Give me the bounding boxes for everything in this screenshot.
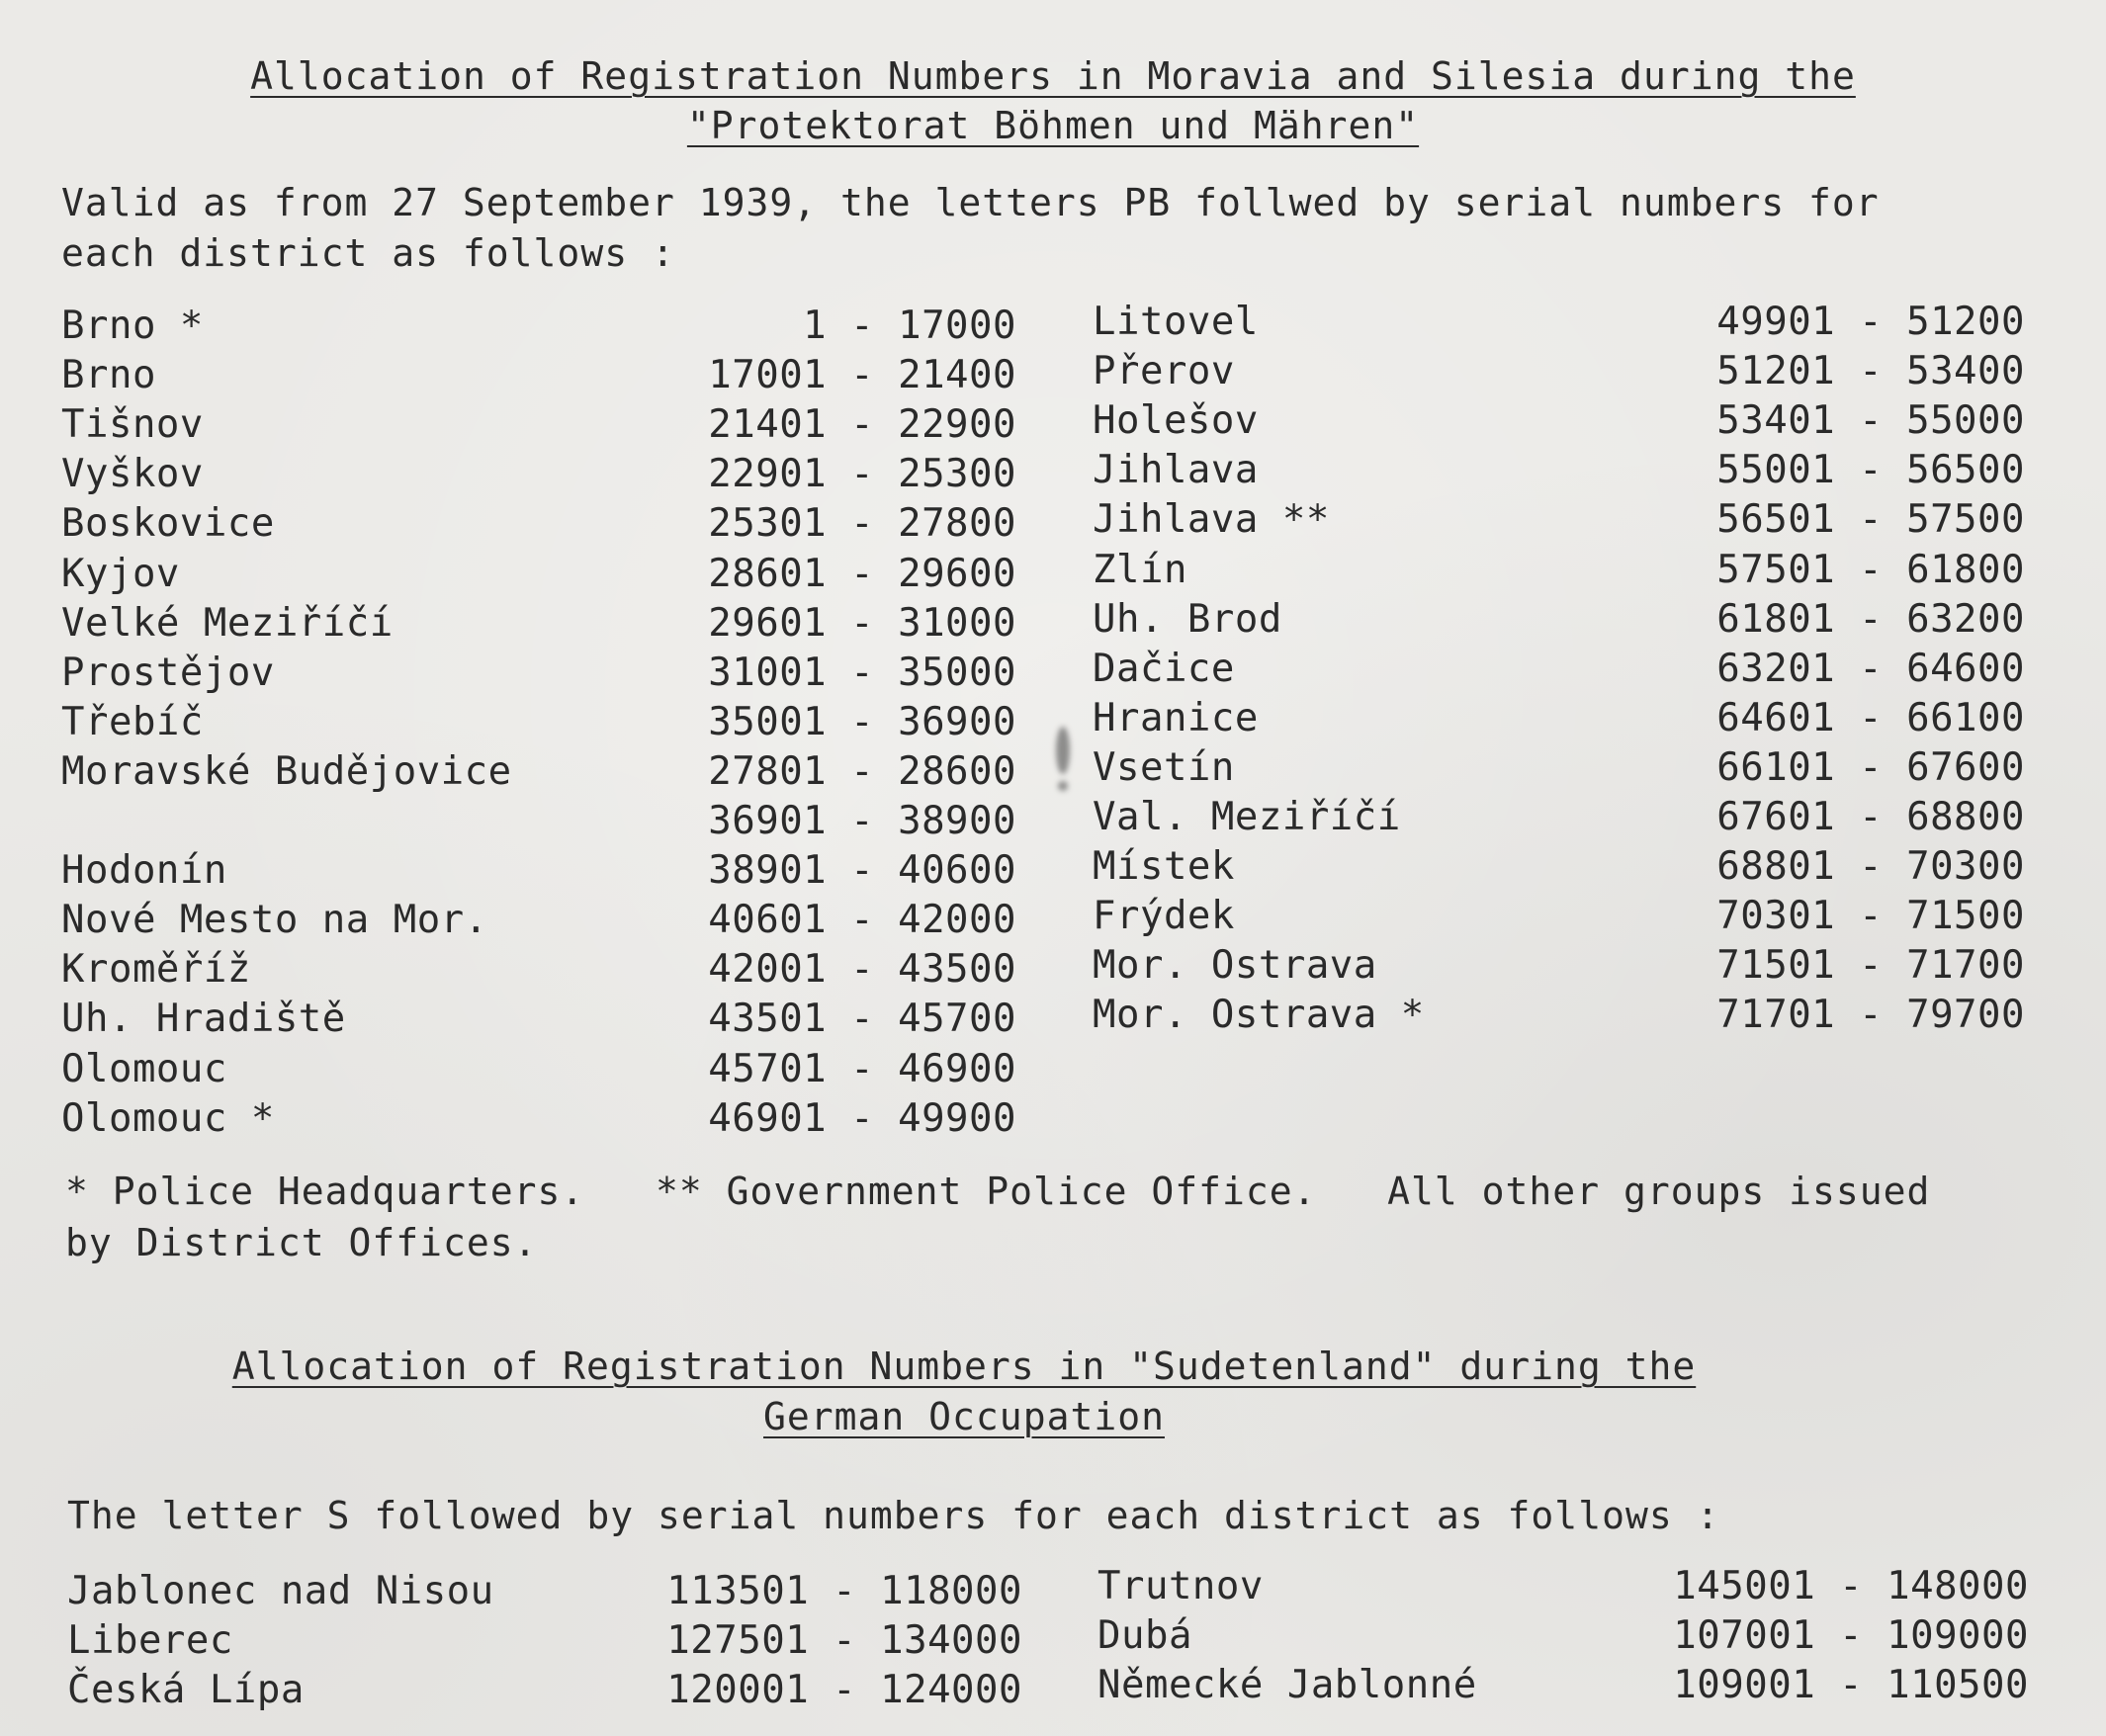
district-row [61,450,1016,499]
number-range: 70301 - 71500 [1716,894,2025,939]
number-range: 71701 - 79700 [1716,993,2025,1038]
district-name: Kyjov [61,551,180,596]
district-row [1097,1611,2029,1661]
number-range: 61801 - 63200 [1716,596,2025,642]
district-name: Zlín [1093,547,1187,592]
district-row [1097,1661,2029,1710]
number-range: 120001 - 124000 [666,1668,1022,1712]
district-row [1093,793,2025,842]
district-row [1093,842,2025,892]
district-name: Německé Jablonné [1097,1663,1477,1707]
district-name: Prostějov [61,650,275,695]
district-name: Val. Meziříčí [1093,795,1401,839]
number-range: 63201 - 64600 [1716,646,2025,691]
section2-title-line1 [0,1342,2017,1391]
district-name: Jablonec nad Nisou [67,1569,494,1613]
number-range: 67601 - 68800 [1716,795,2025,839]
district-row [61,1045,1016,1094]
number-range: 28601 - 29600 [708,551,1016,596]
number-range: 40601 - 42000 [708,898,1016,943]
district-row [1093,743,2025,793]
district-name: Místek [1093,844,1235,890]
number-range: 66101 - 67600 [1716,744,2025,790]
district-row [1093,446,2025,495]
district-name: Vsetín [1093,744,1235,790]
district-row [61,400,1016,450]
district-name: Dačice [1093,646,1235,691]
district-row [61,797,1016,846]
number-range: 109001 - 110500 [1673,1663,2029,1707]
district-name: Dubá [1097,1613,1192,1658]
number-range: 46901 - 49900 [708,1095,1016,1141]
number-range: 55001 - 56500 [1716,448,2025,493]
section2-intro: The letter S followed by serial numbers for each district as follows : [67,1494,1720,1537]
district-row [67,1616,1022,1666]
district-row [1093,546,2025,595]
number-range: 1 - 17000 [803,304,1016,348]
district-name: Brno * [61,304,204,348]
number-range: 38901 - 40600 [708,848,1016,894]
number-range: 25301 - 27800 [708,501,1016,547]
district-name: Uh. Brod [1093,596,1282,642]
section1-intro-line2: each district as follows : [61,231,675,275]
section1-title-text: Allocation of Registration Numbers in Moravia and Silesia during the [250,54,1856,98]
district-row [1093,298,2025,347]
district-row [61,649,1016,698]
section2-title-text: Allocation of Registration Numbers in "Sudetenland" during the [231,1345,1697,1388]
district-name: Holešov [1093,398,1259,444]
number-range: 56501 - 57500 [1716,497,2025,543]
district-name: Uh. Hradiště [61,997,346,1042]
district-name: Nové Mesto na Mor. [61,898,488,943]
district-row [1093,991,2025,1040]
district-row [61,302,1016,351]
district-row [1093,347,2025,396]
number-range: 107001 - 109000 [1673,1613,2029,1658]
section2-title-line2 [0,1392,2017,1441]
district-name: Brno [61,353,156,398]
district-row [1093,694,2025,743]
number-range: 35001 - 36900 [708,699,1016,744]
district-name: Boskovice [61,501,275,547]
district-row [1093,595,2025,645]
ink-smudge [1056,727,1070,774]
district-name: Vyškov [61,452,204,497]
number-range: 31001 - 35000 [708,650,1016,695]
district-row [61,945,1016,995]
number-range: 49901 - 51200 [1716,300,2025,344]
district-row [61,599,1016,649]
number-range: 71501 - 71700 [1716,943,2025,989]
district-row [1097,1562,2029,1611]
ink-smudge [1058,781,1068,791]
district-row [61,1094,1016,1144]
district-row [1093,892,2025,941]
section1-subtitle-text: "Protektorat Böhmen und Mähren" [686,104,1420,147]
district-name: Moravské Budějovice [61,748,512,794]
district-row [1093,645,2025,694]
district-name: Česká Lípa [67,1668,305,1712]
district-name: Hranice [1093,695,1259,740]
district-row [61,550,1016,599]
district-row [61,747,1016,797]
number-range: 127501 - 134000 [666,1618,1022,1663]
number-range: 42001 - 43500 [708,947,1016,993]
district-name: Olomouc [61,1046,227,1091]
district-name: Jihlava ** [1093,497,1330,543]
number-range: 29601 - 31000 [708,600,1016,646]
district-name: Tišnov [61,402,204,448]
district-name: Litovel [1093,300,1259,344]
district-row [1093,941,2025,991]
number-range: 45701 - 46900 [708,1046,1016,1091]
district-name: Trutnov [1097,1564,1264,1608]
district-name: Třebíč [61,699,204,744]
district-name: Liberec [67,1618,233,1663]
district-name: Hodonín [61,848,227,894]
number-range: 36901 - 38900 [708,799,1016,843]
number-range: 113501 - 118000 [666,1569,1022,1613]
district-row [61,995,1016,1044]
section1-intro-line1: Valid as from 27 September 1939, the letters PB follwed by serial numbers for [61,181,1880,224]
number-range: 57501 - 61800 [1716,547,2025,592]
district-name: Velké Meziříčí [61,600,394,646]
section1-footnote-line1: * Police Headquarters. ** Government Police Office. All other groups issued [65,1170,1931,1213]
district-name: Olomouc * [61,1095,275,1141]
section1-footnote-line2: by District Offices. [65,1221,538,1264]
district-name: Mor. Ostrava * [1093,993,1425,1038]
district-row [61,698,1016,747]
number-range: 27801 - 28600 [708,748,1016,794]
district-row [67,1567,1022,1616]
district-row [61,846,1016,896]
number-range: 68801 - 70300 [1716,844,2025,890]
district-name: Kroměříž [61,947,251,993]
number-range: 53401 - 55000 [1716,398,2025,444]
district-row [67,1666,1022,1715]
number-range: 43501 - 45700 [708,997,1016,1042]
district-row [61,896,1016,945]
district-row [61,499,1016,549]
number-range: 17001 - 21400 [708,353,1016,398]
section1-title-line2 [0,101,2106,150]
number-range: 22901 - 25300 [708,452,1016,497]
district-name: Mor. Ostrava [1093,943,1377,989]
district-row [1093,495,2025,545]
district-row [1093,396,2025,446]
district-name: Jihlava [1093,448,1259,493]
number-range: 21401 - 22900 [708,402,1016,448]
section1-title-line1 [0,51,2106,101]
number-range: 145001 - 148000 [1673,1564,2029,1608]
section2-subtitle-text: German Occupation [763,1395,1165,1438]
number-range: 64601 - 66100 [1716,695,2025,740]
number-range: 51201 - 53400 [1716,349,2025,394]
district-row [61,351,1016,400]
district-name: Přerov [1093,349,1235,394]
district-name: Frýdek [1093,894,1235,939]
